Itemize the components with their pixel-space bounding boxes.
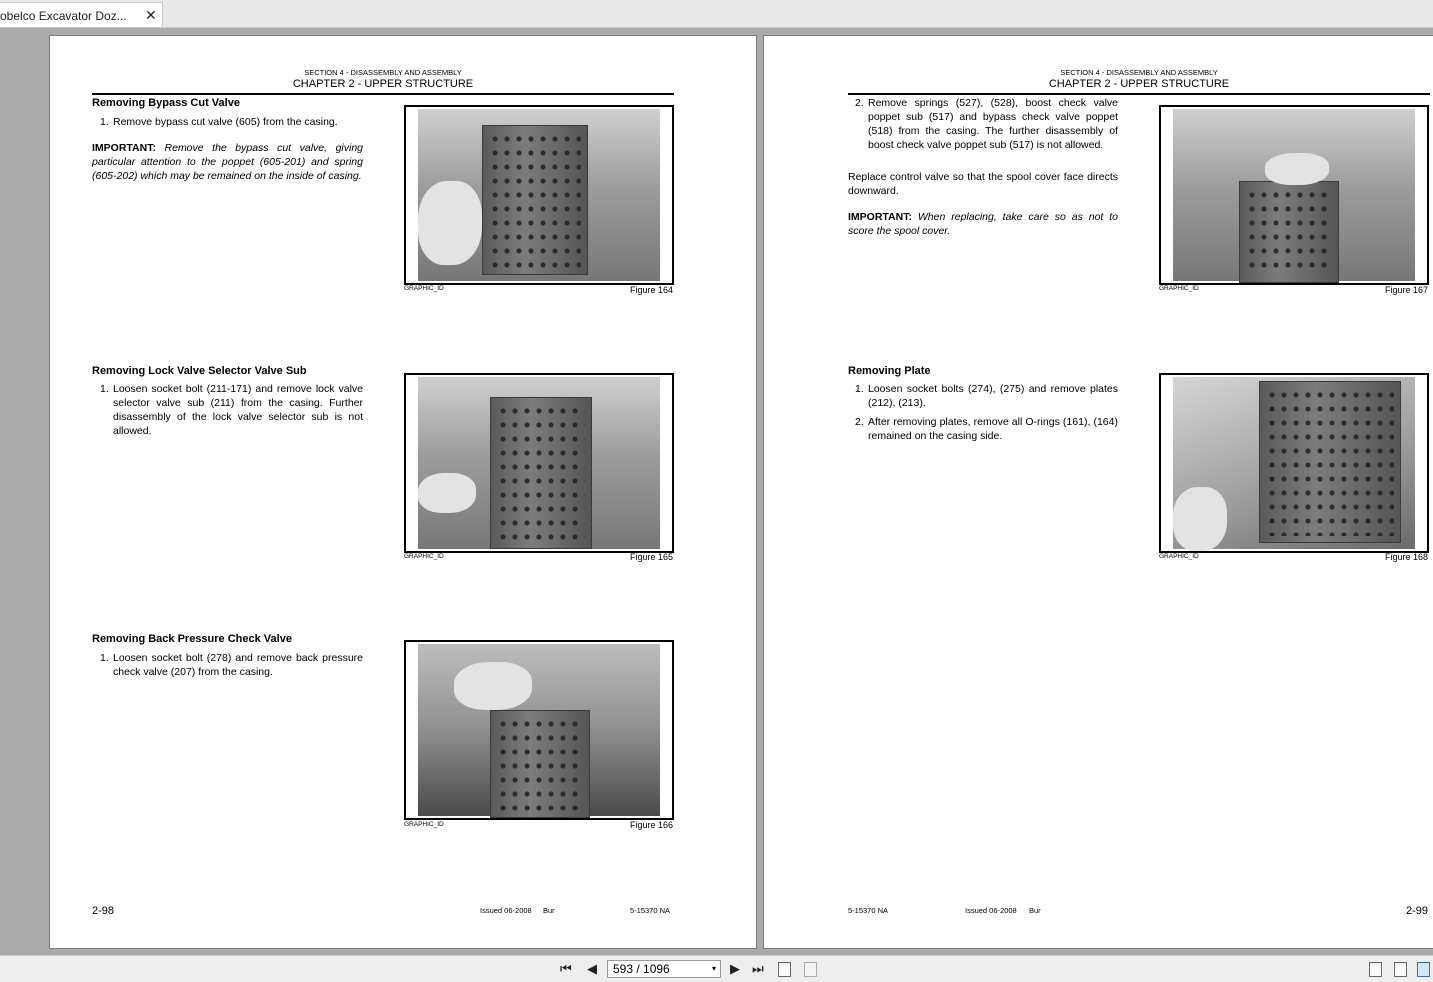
chapter-header: CHAPTER 2 - UPPER STRUCTURE (1048, 78, 1230, 90)
step-number: 2. (855, 97, 864, 109)
figure-number: Figure 164 (629, 285, 673, 295)
page-number-input[interactable] (607, 960, 721, 978)
step-text (100, 651, 363, 679)
page-number: 2-98 (92, 905, 115, 917)
photo (1173, 109, 1415, 281)
step-number: 1. (100, 116, 109, 128)
figure-image (404, 640, 674, 820)
step-text (100, 115, 363, 129)
copy-icon[interactable] (804, 962, 817, 977)
continuous-icon[interactable] (1394, 962, 1407, 977)
document-tab[interactable] (0, 2, 163, 27)
section-header: SECTION 4 - DISASSEMBLY AND ASSEMBLY (304, 68, 462, 77)
document-viewport[interactable] (0, 28, 1433, 955)
valve-block (490, 710, 590, 818)
page-right (763, 35, 1433, 949)
important-text: Remove the bypass cut valve, giving particular attention to the poppet (605-201) and spring (605-202) which may be remained on the inside of casing. (92, 142, 364, 182)
chevron-down-icon[interactable]: ▾ (711, 964, 716, 973)
step-body: Loosen socket bolt (211-171) and remove lock valve selector valve sub (211) from the casing. Further disassembly of the lock valve selector sub is not allowed. (113, 383, 363, 437)
figure-number: Figure 167 (1385, 285, 1429, 295)
step-number: 1. (855, 383, 864, 395)
figure-number: Figure 168 (1385, 552, 1429, 562)
single-page-icon[interactable] (1369, 962, 1382, 977)
hand (418, 181, 482, 265)
valve-block (490, 397, 592, 549)
important-note (848, 210, 1118, 238)
tab-bar (0, 0, 1433, 28)
step-number: 2. (855, 416, 864, 428)
photo (1173, 377, 1415, 549)
graphic-id: GRAPHIC_ID (1159, 553, 1199, 560)
header-rule (92, 93, 674, 95)
rotate-icon[interactable] (778, 962, 791, 977)
step-text (855, 382, 1118, 410)
prev-page-icon[interactable]: ◀ (587, 961, 597, 976)
bur-label: Bur (1029, 906, 1041, 915)
step-body: Loosen socket bolts (274), (275) and remove plates (212), (213). (868, 383, 1118, 409)
section-heading: Removing Bypass Cut Valve (92, 97, 240, 109)
step-number: 1. (100, 383, 109, 395)
important-note (92, 141, 363, 183)
important-label: IMPORTANT: (92, 142, 156, 154)
figure-image (1159, 373, 1429, 553)
section-header: SECTION 4 - DISASSEMBLY AND ASSEMBLY (1060, 68, 1218, 77)
graphic-id: GRAPHIC_ID (1159, 285, 1199, 292)
figure-number: Figure 165 (629, 552, 673, 562)
photo (418, 109, 660, 281)
next-page-icon[interactable]: ▶ (730, 961, 740, 976)
valve-block (1239, 181, 1339, 283)
section-heading: Removing Lock Valve Selector Valve Sub (92, 365, 307, 377)
step-body: Remove springs (527), (528), boost check valve poppet sub (517) and bypass check valve poppet (518) from the casing. The further disassembly of boost check valve poppet sub (517) is not allowed. (868, 97, 1118, 151)
close-icon[interactable]: ✕ (145, 7, 157, 23)
hand (454, 662, 532, 710)
photo (418, 377, 660, 549)
valve-block (1259, 381, 1401, 543)
page-number: 2-99 (1406, 905, 1429, 917)
instruction-text: Replace control valve so that the spool cover face directs downward. (848, 171, 1118, 197)
step-body: Remove bypass cut valve (605) from the casing. (113, 116, 338, 128)
photo (418, 644, 660, 816)
figure-image (404, 105, 674, 285)
issued-date: Issued 06-2008 (480, 906, 532, 915)
page-left (49, 35, 757, 949)
chapter-header: CHAPTER 2 - UPPER STRUCTURE (292, 78, 474, 90)
issued-date: Issued 06-2008 (965, 906, 1017, 915)
tab-title: obelco Excavator Doz... (0, 9, 127, 23)
step-text (100, 382, 363, 438)
step-text (855, 415, 1118, 443)
doc-code: 5-15370 NA (848, 906, 889, 915)
step-number: 1. (100, 652, 109, 664)
graphic-id: GRAPHIC_ID (404, 285, 444, 292)
doc-code: 5-15370 NA (630, 906, 671, 915)
important-label: IMPORTANT: (848, 211, 912, 223)
page-indicator: 593 / 1096 (613, 962, 670, 976)
step-body: After removing plates, remove all O-rings (161), (164) remained on the casing side. (868, 416, 1118, 442)
step-text (855, 96, 1118, 152)
header-rule (848, 93, 1430, 95)
graphic-id: GRAPHIC_ID (404, 821, 444, 828)
valve-block (482, 125, 588, 275)
first-page-icon[interactable]: ⏮ (560, 961, 572, 976)
section-heading: Removing Plate (848, 365, 931, 377)
hand (1265, 153, 1329, 185)
bur-label: Bur (543, 906, 555, 915)
step-body: Loosen socket bolt (278) and remove back pressure check valve (207) from the casing. (113, 652, 363, 678)
graphic-id: GRAPHIC_ID (404, 553, 444, 560)
figure-image (404, 373, 674, 553)
hand (1173, 487, 1227, 551)
important-text: When replacing, take care so as not to score the spool cover. (848, 211, 1119, 237)
figure-number: Figure 166 (629, 820, 673, 830)
figure-image (1159, 105, 1429, 285)
two-page-icon[interactable] (1417, 962, 1430, 977)
hand (418, 473, 476, 513)
navigation-bar (0, 955, 1433, 982)
last-page-icon[interactable]: ⏭ (752, 961, 764, 976)
section-heading: Removing Back Pressure Check Valve (92, 633, 292, 645)
